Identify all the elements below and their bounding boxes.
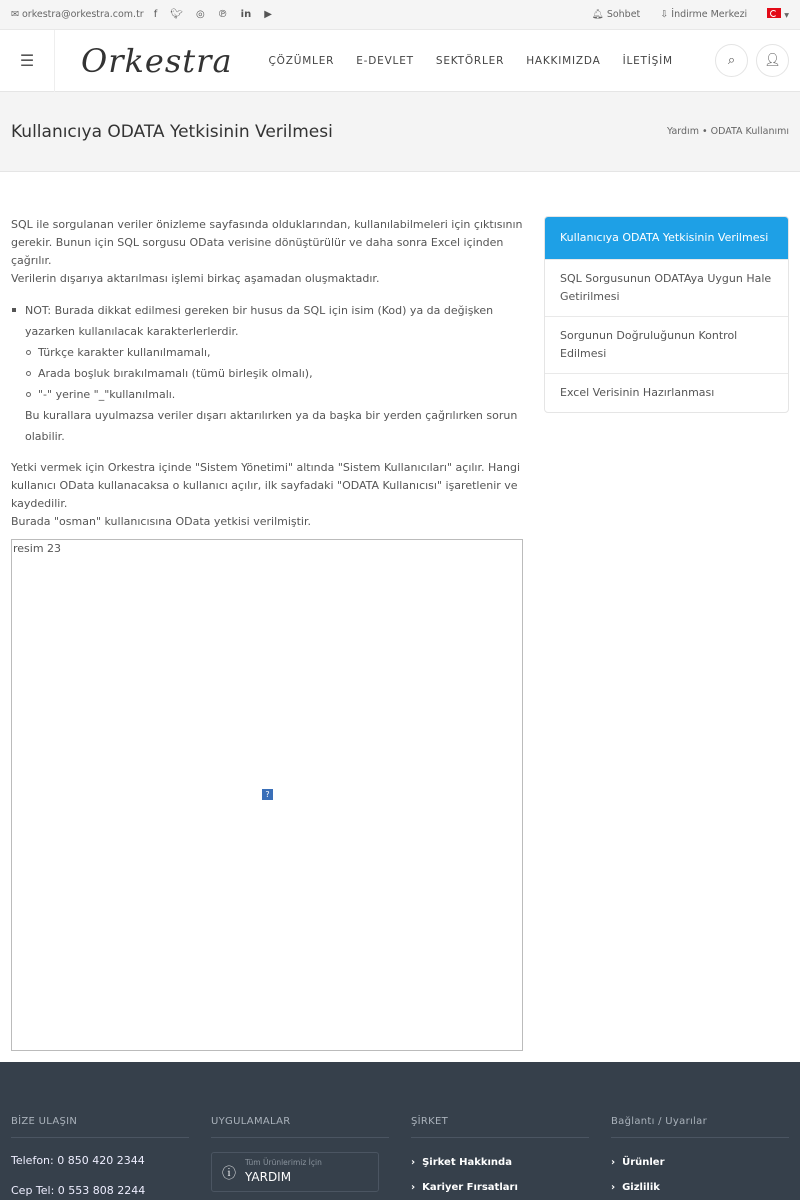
user-button[interactable] <box>756 44 789 77</box>
image-alt-text: resim 23 <box>13 542 62 555</box>
email-link[interactable]: orkestra@orkestra.com.tr <box>21 9 144 20</box>
sidebar-nav <box>544 216 789 413</box>
search-icon: ⌕ <box>727 53 736 68</box>
mobile-text[interactable]: Cep Tel: 0 553 808 2244 <box>11 1184 146 1197</box>
sidebar-item-dogruluk-kontrol[interactable]: Sorgunun Doğruluğunun Kontrol Edilmesi <box>545 316 788 373</box>
footer-link-about[interactable]: › Şirket Hakkında <box>411 1157 512 1168</box>
top-bar <box>0 0 800 30</box>
rule-item: Arada boşluk bırakılmamalı (tümü birleşik olmalı), <box>11 363 523 384</box>
header <box>0 30 800 92</box>
broken-image-icon: ? <box>262 789 273 800</box>
mail-icon: ✉ <box>11 9 22 20</box>
turkey-flag-icon <box>767 8 781 18</box>
footer-heading-links: Bağlantı / Uyarılar <box>611 1116 789 1138</box>
help-button[interactable] <box>211 1152 379 1192</box>
bell-icon: 🔔︎ <box>591 9 607 20</box>
user-icon: 👤︎ <box>764 53 781 68</box>
main-nav <box>269 55 673 67</box>
footer-link-careers[interactable]: › Kariyer Fırsatları <box>411 1182 518 1193</box>
rule-item: "-" yerine "_"kullanılmalı. <box>11 384 523 405</box>
footer-link-privacy[interactable]: › Gizlilik <box>611 1182 660 1193</box>
phone-text[interactable]: Telefon: 0 850 420 2344 <box>11 1154 145 1167</box>
nav-cozumler[interactable]: ÇÖZÜMLER <box>268 54 335 67</box>
nav-iletisim[interactable]: İLETİŞİM <box>622 54 673 67</box>
chat-link[interactable] <box>592 9 641 20</box>
facebook-icon[interactable]: f <box>153 9 158 20</box>
twitter-icon[interactable]: 🐦︎ <box>170 9 183 20</box>
warning-text: Bu kurallara uyulmazsa veriler dışarı aktarılırken ya da başka bir yerden çağrılırken sorun olabilir. <box>25 409 518 443</box>
instruction-text: Yetki vermek için Orkestra içinde "Sistem Yönetimi" altında "Sistem Kullanıcıları" açılır. Hangi kullanıcı OData kullanacaksa o kullanıcı açılır, ilk sayfadaki "ODATA Kullanıcısı" işaretlenir ve kaydedilir. <box>11 461 521 510</box>
footer-link-products[interactable]: › Ürünler <box>611 1157 665 1168</box>
sidebar-item-odata-yetki[interactable]: Kullanıcıya ODATA Yetkisinin Verilmesi <box>545 217 788 259</box>
footer-heading-company: ŞİRKET <box>411 1116 589 1138</box>
download-icon: ⇩ <box>660 9 672 20</box>
screenshot-image <box>11 539 523 1051</box>
page-title: Kullanıcıya ODATA Yetkisinin Verilmesi <box>11 121 333 142</box>
rule-item: Türkçe karakter kullanılmamalı, <box>11 342 523 363</box>
download-link[interactable] <box>660 9 747 20</box>
linkedin-icon[interactable]: in <box>240 9 252 20</box>
search-button[interactable] <box>715 44 748 77</box>
instagram-icon[interactable]: ◎ <box>195 9 205 20</box>
footer <box>0 1062 800 1200</box>
article <box>11 216 523 543</box>
nav-sektorler[interactable]: SEKTÖRLER <box>435 54 505 67</box>
help-title: YARDIM <box>245 1170 292 1184</box>
help-icon: ⓘ <box>222 1166 236 1182</box>
intro-text-2: Verilerin dışarıya aktarılması işlemi birkaç aşamadan oluşmaktadır. <box>11 272 380 285</box>
youtube-icon[interactable]: ▶ <box>264 9 272 20</box>
footer-heading-apps: UYGULAMALAR <box>211 1116 389 1138</box>
instruction-text-2: Burada "osman" kullanıcısına OData yetkisi verilmiştir. <box>11 515 312 528</box>
intro-text: SQL ile sorgulanan veriler önizleme sayfasında olduklarından, kullanılabilmeleri için çıktısının gerekir. Bunun için SQL sorgusu OData verisine dönüştürülür ve daha sonra Excel içinden çağrılır. <box>11 218 523 267</box>
chat-label: Sohbet <box>606 9 641 20</box>
sidebar-item-sql-sorgusu[interactable]: SQL Sorgusunun ODATAya Uygun Hale Getirilmesi <box>545 259 788 316</box>
language-select[interactable]: ▾ <box>767 8 789 21</box>
menu-icon[interactable]: ☰ <box>0 30 55 92</box>
nav-hakkimizda[interactable]: HAKKIMIZDA <box>526 54 601 67</box>
help-subtitle: Tüm Ürünlerimiz İçin <box>245 1158 322 1167</box>
sidebar-item-excel[interactable]: Excel Verisinin Hazırlanması <box>545 373 788 412</box>
breadcrumb[interactable]: Yardım • ODATA Kullanımı <box>666 126 789 137</box>
logo[interactable]: Orkestra <box>81 41 233 80</box>
page-title-band <box>0 92 800 172</box>
note-item: NOT: Burada dikkat edilmesi gereken bir husus da SQL için isim (Kod) ya da değişken yazarken kullanılacak karakterlerlerdir. <box>11 300 523 342</box>
nav-e-devlet[interactable]: E-DEVLET <box>356 54 414 67</box>
download-label: İndirme Merkezi <box>671 9 748 20</box>
pinterest-icon[interactable]: ℗ <box>217 9 228 20</box>
footer-heading-contact: BİZE ULAŞIN <box>11 1116 189 1138</box>
